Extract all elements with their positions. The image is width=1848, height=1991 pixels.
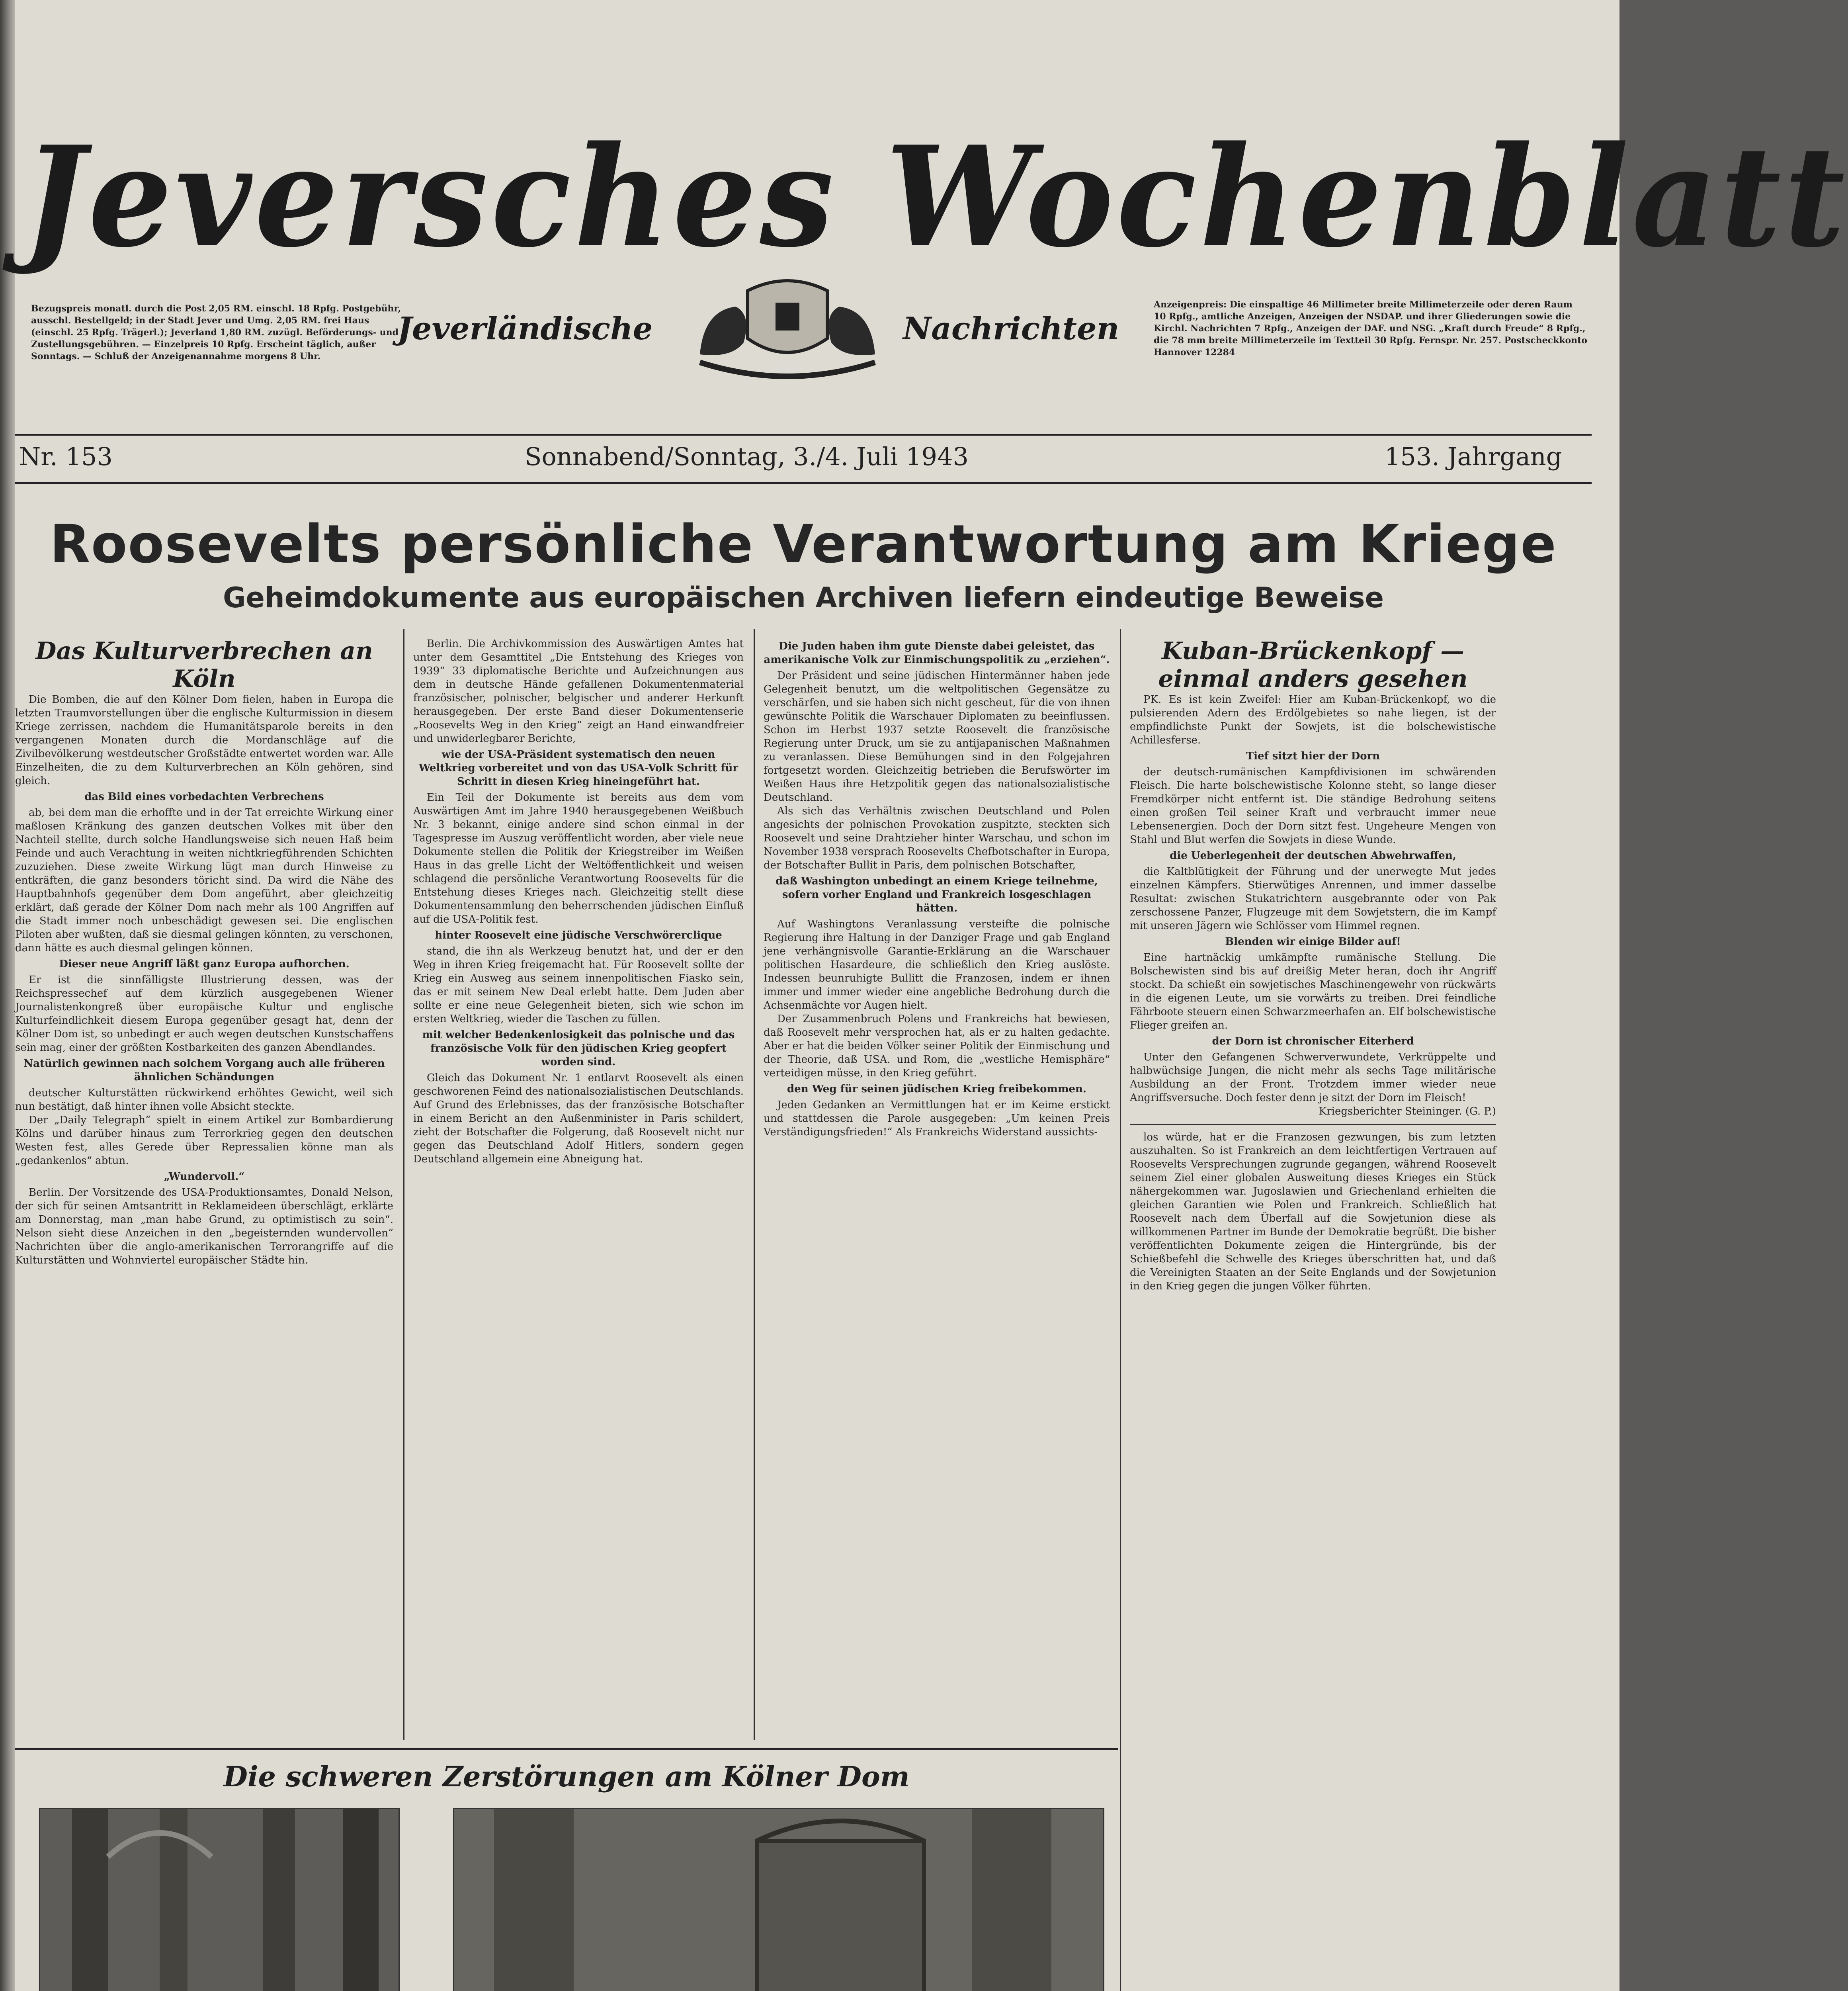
paragraph: Gleich das Dokument Nr. 1 entlarvt Roosevelt als einen geschworenen Feind des nationalsozialistischen Deutschlands. Auf Grund des Erlebnisses, das der französische Botschafter in einem Bericht an den Außenminister in Paris schildert, zieht der Botschafter die Folgerung, daß Roosevelt nicht nur gegen das Deutschland Adolf Hitlers, sondern gegen Deutschland allgemein eine Abneigung hat. bbox=[413, 1072, 744, 1165]
paragraph: Auf Washingtons Veranlassung versteifte die polnische Regierung ihre Haltung in der Danziger Frage und gab England jene verhängnisvolle Garantie-Erklärung an die Warschauer politischen Hasardeure, die schließlich den Krieg auslöste. Indessen beunruhigte Bullitt die Franzosen, indem er ihnen immer und immer wieder eine angebliche Bedrohung durch die Achsenmächte vor Augen hielt. bbox=[764, 918, 1110, 1011]
crest-emblem bbox=[676, 263, 899, 382]
article-cologne-headline: Das Kulturverbrechen an Köln bbox=[35, 637, 373, 693]
altar-ruins-photo bbox=[454, 1809, 1103, 1991]
article-roosevelt-part1 bbox=[413, 637, 744, 1740]
subheading: „Wundervoll.“ bbox=[164, 1171, 245, 1183]
subheading: mit welcher Bedenkenlosigkeit das polnische und das französische Volk für den jüdischen Krieg geopfert worden sind. bbox=[422, 1029, 735, 1068]
paragraph: Die Bomben, die auf den Kölner Dom fielen, haben in Europa die letzten Traumvorstellungen über die englische Kulturmission in diesem Kriege zerrissen, nachdem die Humanitätsparole bereits in den vergangenen Monaten durch die Mordanschläge auf die Zivilbevölkerung westdeutscher Großstädte entwertet worden war. Alle Einzelheiten, die zu dem Kulturverbrechen an Köln gehören, sind gleich. bbox=[15, 694, 393, 787]
paragraph: der deutsch-rumänischen Kampfdivisionen im schwärenden Fleisch. Die harte bolschewistische Kolonne steht, so lange dieser Fremdkörper nicht entfernt ist. Die ständige Bedrohung seitens einen großen Teil seiner Kraft und verbraucht immer neue Lebensenergien. Doch der Dorn sitzt fest. Ungeheure Mengen von Stahl und Blut werfen die Sowjets in diese Wunde. bbox=[1130, 766, 1496, 846]
paragraph: Eine hartnäckig umkämpfte rumänische Stellung. Die Bolschewisten sind bis auf dreißig Meter heran, doch ihr Angriff stockt. Da schießt ein sowjetisches Maschinengewehr von rückwärts in die eigenen Leute, um sie vorwärts zu treiben. Drei feindliche Fährboote steuern einen Schwarzmeerhafen an. Elf bolschewistische Flieger greifen an. bbox=[1130, 952, 1496, 1031]
byline: Kriegsberichter Steininger. (G. P.) bbox=[1319, 1105, 1496, 1117]
subheading: Tief sitzt hier der Dorn bbox=[1246, 750, 1380, 762]
subheading: Blenden wir einige Bilder auf! bbox=[1225, 936, 1401, 948]
cathedral-interior-photo bbox=[40, 1809, 399, 1991]
paragraph: Berlin. Der Vorsitzende des USA-Produktionsamtes, Donald Nelson, der sich für seinen Amtsantritt in Reklameideen überschlägt, erklärte am Donnerstag, man „man habe Grund, zu optimistisch zu sein“. Nelson sieht diese Anzeichen in den „begeisternden wundervollen“ Nachrichten über die anglo-amerikanischen Terrorangriffe auf die Kulturstätten und Wohnviertel europäischer Städte hin. bbox=[15, 1187, 393, 1266]
page-binding-edge bbox=[0, 0, 15, 1991]
subheading: der Dorn ist chronischer Eiterherd bbox=[1212, 1035, 1414, 1047]
subheading: hinter Roosevelt eine jüdische Verschwörerclique bbox=[435, 929, 722, 941]
masthead-subscription-info: Bezugspreis monatl. durch die Post 2,05 RM. einschl. 18 Rpfg. Postgebühr, ausschl. Bestellgeld; in der Stadt Jever und Umg. 2,05 RM. frei Haus (einschl. 25 Rpfg. Trägerl.); Jeverland 1,80 RM. zuzügl. Beförderungs- und Zustellungsgebühren. — Einzelpreis 10 Rpfg. Erscheint täglich, außer Sonntags. — Schluß der Anzeigenannahme morgens 8 Uhr. bbox=[31, 303, 401, 362]
subheading: die Ueberlegenheit der deutschen Abwehrwaffen, bbox=[1170, 850, 1456, 862]
masthead-subtitle-left: Jeverländische bbox=[397, 311, 653, 347]
issue-number: Nr. 153 bbox=[19, 442, 113, 471]
paragraph: Jeden Gedanken an Vermittlungen hat er im Keime erstickt und stattdessen die Parole ausgegeben: „Um keinen Preis Verständigungsfrieden!“ Als Frankreichs Widerstand aussichts- bbox=[764, 1099, 1110, 1138]
masthead-ad-rates-info: Anzeigenpreis: Die einspaltige 46 Millimeter breite Millimeterzeile oder deren Raum 10 Rpfg., amtliche Anzeigen, Anzeigen der NSDAP. und ihrer Gliederungen sowie die Kirchl. Nachrichten 7 Rpfg., Anzeigen der DAF. und NSG. „Kraft durch Freude“ 8 Rpfg., die 78 mm breite Millimeterzeile im Textteil 30 Rpfg. Fernspr. Nr. 257. Postscheckkonto Hannover 12284 bbox=[1154, 299, 1587, 358]
photo-three-kings-altar bbox=[453, 1808, 1104, 1991]
masthead-subtitle-right: Nachrichten bbox=[903, 311, 1119, 347]
main-headline: Roosevelts persönliche Verantwortung am Kriege bbox=[50, 514, 1557, 575]
crest-label: WAPPEN bbox=[774, 365, 801, 373]
paragraph: Berlin. Die Archivkommission des Auswärtigen Amtes hat unter dem Gesamttitel „Die Entstehung des Krieges von 1939“ 33 diplomatische Berichte und Aufzeichnungen aus dem in deutsche Hände gefallenen Dokumentenmaterial französischer, polnischer, belgischer und anderer Herkunft herausgegeben. Der erste Band dieser Dokumentenserie „Roosevelts Weg in den Krieg“ zeigt an Hand einwandfreier und unwiderlegbarer Berichte, bbox=[413, 638, 744, 745]
subheading: Natürlich gewinnen nach solchem Vorgang auch alle früheren ähnlichen Schändungen bbox=[23, 1058, 385, 1083]
article-kuban-headline: Kuban-Brückenkopf — einmal anders gesehen bbox=[1158, 637, 1468, 693]
photo-section-title: Die schweren Zerstörungen am Kölner Dom bbox=[223, 1760, 910, 1793]
paragraph: ab, bei dem man die erhoffte und in der Tat erreichte Wirkung einer maßlosen Kränkung des ganzen deutschen Volkes mit über den Nachteil stellte, durch solche Handlungsweise sich neuen Haß beim Feinde und auch Verachtung in weiten nichtkriegführenden Schichten zuzuziehen. Diese zweite Wirkung lügt man durch Hinweise zu entkräften, die ganz besonders töricht sind. Da wird die Nähe des Hauptbahnhofs gegenüber dem Dom angeführt, aber gleichzeitig erklärt, daß gerade der Kölner Dom nach mehr als 100 Angriffen auf die Stadt immer noch unbeschädigt gewesen sei. Die englischen Piloten aber wußten, daß sie diesmal gelingen könnten, zu verschonen, dann hätte es auch diesmal gelingen können. bbox=[15, 807, 393, 954]
column-divider bbox=[403, 629, 404, 1740]
paragraph: Als sich das Verhältnis zwischen Deutschland und Polen angesichts der polnischen Provokation zuspitzte, steckten sich Roosevelt und seine Drahtzieher hinter Warschau, und schon im November 1938 versprach Roosevelts Chefbotschafter in Europa, der Botschafter Bullit in Paris, dem polnischen Botschafter, bbox=[764, 805, 1110, 871]
photo-cathedral-organ bbox=[39, 1808, 400, 1991]
article-cologne bbox=[15, 637, 393, 1744]
subheading: Dieser neue Angriff läßt ganz Europa aufhorchen. bbox=[59, 958, 350, 970]
paragraph: deutscher Kulturstätten rückwirkend erhöhtes Gewicht, weil sich nun bestätigt, daß hinter ihnen volle Absicht steckte. bbox=[15, 1087, 393, 1113]
column-divider bbox=[1120, 629, 1121, 1991]
subheading: den Weg für seinen jüdischen Krieg freibekommen. bbox=[787, 1083, 1086, 1095]
subheading: das Bild eines vorbedachten Verbrechens bbox=[84, 791, 324, 803]
sub-headline: Geheimdokumente aus europäischen Archiven liefern eindeutige Beweise bbox=[223, 581, 1384, 614]
masthead-rule-top bbox=[15, 434, 1592, 436]
paragraph: Er ist die sinnfälligste Illustrierung dessen, was der Reichspressechef auf dem kürzlich ausgegebenen Wiener Journalistenkongreß über europäische Kultur und englische Kulturfeindlichkeit diesem Europa gegenüber gesagt hat, denn der Kölner Dom ist, so unbedingt er auch wegen deutschen Kunstschaffens sein mag, einer der größten Kostbarkeiten des ganzen Abendlandes. bbox=[15, 974, 393, 1054]
masthead-rule-bottom bbox=[15, 482, 1592, 484]
article-kuban bbox=[1130, 637, 1496, 1991]
paragraph: PK. Es ist kein Zweifel: Hier am Kuban-Brückenkopf, wo die pulsierenden Adern des Erdölgebietes so nahe liegen, ist der empfindlichste Punkt der Sowjets, ist die bolschewistische Achillesferse. bbox=[1130, 694, 1496, 746]
issue-date: Sonnabend/Sonntag, 3./4. Juli 1943 bbox=[525, 442, 969, 471]
paragraph: los würde, hat er die Franzosen gezwungen, bis zum letzten auszuhalten. So ist Frankreich an dem leichtfertigen Vertrauen auf Roosevelts Versprechungen zugrunde gegangen, während Roosevelt seinem Ziel einer globalen Ausweitung dieses Krieges ein Stück nähergekommen war. Jugoslawien und Griechenland erhielten die gleichen Garantien wie Polen und Frankreich. Schließlich hat Roosevelt nach dem Überfall auf die Sowjetunion diese als willkommenen Partner im Bunde der Demokratie begrüßt. Die bisher veröffentlichten Dokumente zeigen die Hintergründe, bis der Schießbefehl die Schwelle des Krieges überschritten hat, und daß die Vereinigten Staaten an der Seite Englands und der Sowjetunion in den Krieg gegen die jungen Völker führten. bbox=[1130, 1131, 1496, 1292]
column-divider bbox=[754, 629, 755, 1740]
paragraph: stand, die ihn als Werkzeug benutzt hat, und der er den Weg in ihren Krieg freigemacht hat. Für Roosevelt sollte der Krieg ein Ausweg aus seinem innenpolitischen Fiasko sein, das er mit seinem New Deal erlebt hatte. Dem Juden aber sollte er eine neue Gelegenheit bieten, sich wie schon im ersten Weltkrieg, wieder die Taschen zu füllen. bbox=[413, 945, 744, 1025]
paragraph: Der „Daily Telegraph“ spielt in einem Artikel zur Bombardierung Kölns und darüber hinaus zum Terrorkrieg gegen den deutschen Westen fest, alles Gerede über Repressalien könne man als „gedankenlos“ abtun. bbox=[15, 1114, 393, 1167]
crest-icon bbox=[676, 263, 899, 382]
issue-year: 153. Jahrgang bbox=[1385, 442, 1562, 471]
paragraph: die Kaltblütigkeit der Führung und der unerwegte Mut jedes einzelnen Kämpfers. Stierwütiges Anrennen, und immer dasselbe Resultat: zwischen Stukatrichtern ausgebrannte oder von Pak zerschossene Panzer, Flugzeuge mit dem Sowjetstern, die im Kampf mit unseren Jägern wie Schlösser vom Himmel regnen. bbox=[1130, 866, 1496, 932]
article-roosevelt-part2 bbox=[764, 637, 1110, 1740]
photo-section-rule bbox=[15, 1748, 1118, 1750]
paragraph: Der Zusammenbruch Polens und Frankreichs hat bewiesen, daß Roosevelt mehr versprochen hat, als er zu halten gedachte. Aber er hat die beiden Völker seiner Politik der Einmischung und der Theorie, daß USA. und Rom, die „westliche Hemisphäre“ verteidigen müsse, in den Krieg geführt. bbox=[764, 1013, 1110, 1079]
newspaper-page bbox=[15, 0, 1848, 1991]
paragraph: Unter den Gefangenen Schwerverwundete, Verkrüppelte und halbwüchsige Jungen, die nicht mehr als sechs Tage militärische Ausbildung an der Front. Trotzdem immer wieder neue Angriffsversuche. Doch fester denn je sitzt der Dorn im Fleisch! bbox=[1130, 1051, 1496, 1104]
paragraph: Der Präsident und seine jüdischen Hintermänner haben jede Gelegenheit benutzt, um die weltpolitischen Gegensätze zu verschärfen, und sie haben sich nicht gescheut, für die von ihnen gewünschte Politik die Warschauer Diplomaten zu beeinflussen. Schon im Herbst 1937 setzte Roosevelt die französische Regierung unter Druck, um sie zu antijapanischen Maßnahmen zu veranlassen. Diese Bemühungen sind in den Folgejahren fortgesetzt worden. Gleichzeitig betrieben die Berufswörter im Weißen Haus ihre Hetzpolitik gegen das nationalsozialistische Deutschland. bbox=[764, 670, 1110, 804]
section-rule bbox=[1130, 1124, 1496, 1125]
paragraph: Ein Teil der Dokumente ist bereits aus dem vom Auswärtigen Amt im Jahre 1940 herausgegebenen Weißbuch Nr. 3 bekannt, einige andere sind schon einmal in der Tagespresse im Auszug veröffentlicht worden, aber viele neue Dokumente stellen die Politik der Kriegstreiber im Weißen Haus in das grelle Licht der Weltöffentlichkeit und weisen schlagend die persönliche Verantwortung Roosevelts für die Entstehung dieses Krieges nach. Gleichzeitig stellt diese Dokumentensammlung den beherrschenden jüdischen Einfluß auf die USA-Politik fest. bbox=[413, 792, 744, 925]
subheading: daß Washington unbedingt an einem Kriege teilnehme, sofern vorher England und Frankreich losgeschlagen hätten. bbox=[776, 875, 1098, 914]
subheading: Die Juden haben ihm gute Dienste dabei geleistet, das amerikanische Volk zur Einmischungspolitik zu „erziehen“. bbox=[764, 640, 1110, 666]
subheading: wie der USA-Präsident systematisch den neuen Weltkrieg vorbereitet und von das USA-Volk Schritt für Schritt in diesen Krieg hineingeführt hat. bbox=[418, 749, 738, 788]
masthead-title: Jeversches Wochenblatt bbox=[23, 115, 1848, 278]
